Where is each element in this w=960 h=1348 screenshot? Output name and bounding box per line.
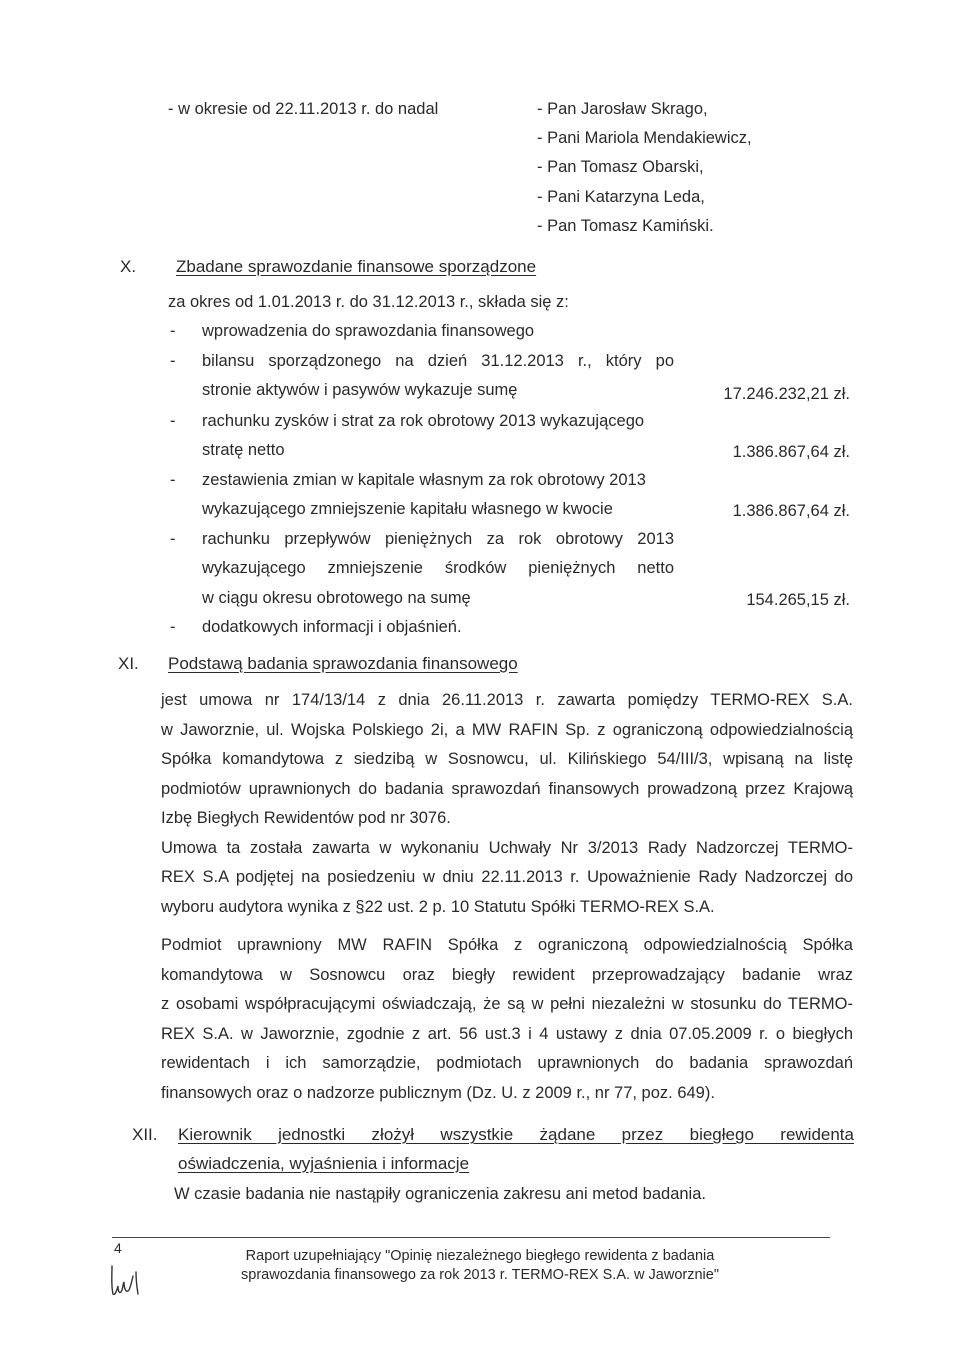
- dash: -: [170, 412, 176, 430]
- xi-p2-line-3: wyboru audytora wynika z §22 ust. 2 p. 10 Statutu Spółki TERMO-REX S.A.: [161, 898, 715, 916]
- section-xii-title-line-1: Kierownik jednostki złożył wszystkie żądane przez biegłego rewidenta: [178, 1125, 854, 1144]
- xi-p2-line-2: REX S.A podjętej na posiedzeniu w dniu 22.11.2013 r. Upoważnienie Rady Nadzorczej do: [161, 868, 853, 886]
- amount-cashflow: 154.265,15 zł.: [746, 591, 850, 609]
- item-balance-line-2: stronie aktywów i pasywów wykazuje sumę: [202, 381, 518, 399]
- xi-p3-line-1: Podmiot uprawniony MW RAFIN Spółka z ograniczoną odpowiedzialnością Spółka: [161, 936, 853, 954]
- item-pl-line-1: rachunku zysków i strat za rok obrotowy 2013 wykazującego: [202, 412, 645, 430]
- dash: -: [170, 618, 176, 636]
- item-notes: dodatkowych informacji i objaśnień.: [202, 618, 462, 636]
- xi-p2-line-1: Umowa ta została zawarta w wykonaniu Uchwały Nr 3/2013 Rady Nadzorczej TERMO-: [161, 839, 853, 857]
- section-x-intro: za okres od 1.01.2013 r. do 31.12.2013 r., składa się z:: [168, 293, 569, 311]
- item-cashflow-line-2: wykazującego zmniejszenie środków pieniężnych netto: [202, 559, 674, 577]
- xi-p1-line-1: jest umowa nr 174/13/14 z dnia 26.11.2013 r. zawarta pomiędzy TERMO-REX S.A.: [161, 691, 853, 709]
- xi-p1-line-3: Spółka komandytowa z siedzibą w Sosnowcu, ul. Kilińskiego 54/III/3, wpisaną na listę: [161, 750, 853, 768]
- xi-p3-line-2: komandytowa w Sosnowcu oraz biegły rewident przeprowadzający badanie wraz: [161, 966, 853, 984]
- xi-p3-line-6: finansowych oraz o nadzorze publicznym (Dz. U. z 2009 r., nr 77, poz. 649).: [161, 1084, 715, 1102]
- member-1: - Pan Jarosław Skrago,: [537, 100, 708, 118]
- section-xii-text: W czasie badania nie nastąpiły ograniczenia zakresu ani metod badania.: [174, 1185, 706, 1203]
- section-x-number: X.: [120, 257, 137, 276]
- period-line: - w okresie od 22.11.2013 r. do nadal: [168, 100, 439, 118]
- footer-line-2: sprawozdania finansowego za rok 2013 r. TERMO-REX S.A. w Jaworznie": [241, 1267, 719, 1283]
- member-2: - Pani Mariola Mendakiewicz,: [537, 129, 752, 147]
- xi-p3-line-4: REX S.A. w Jaworznie, zgodnie z art. 56 ust.3 i 4 ustawy z dnia 07.05.2009 r. o biegłych: [161, 1025, 853, 1043]
- xi-p3-line-3: z osobami współpracującymi oświadczają, że są w pełni niezależni w stosunku do TERMO-: [161, 995, 853, 1013]
- xi-p3-line-5: rewidentach i ich samorządzie, podmiotach uprawnionych do badania sprawozdań: [161, 1054, 853, 1072]
- member-5: - Pan Tomasz Kamiński.: [537, 217, 714, 235]
- dash: -: [170, 530, 176, 548]
- amount-net-loss: 1.386.867,64 zł.: [732, 443, 850, 461]
- section-xi-number: XI.: [118, 654, 139, 673]
- section-xii-title-line-2: oświadczenia, wyjaśnienia i informacje: [178, 1154, 470, 1173]
- xi-p1-line-4: podmiotów uprawnionych do badania sprawozdań finansowych prowadzoną przez Krajową: [161, 780, 853, 798]
- member-4: - Pani Katarzyna Leda,: [537, 188, 705, 206]
- member-3: - Pan Tomasz Obarski,: [537, 158, 704, 176]
- item-cashflow-line-1: rachunku przepływów pieniężnych za rok obrotowy 2013: [202, 530, 674, 548]
- dash: -: [170, 471, 176, 489]
- page-number: 4: [114, 1240, 122, 1256]
- section-xii-number: XII.: [132, 1125, 158, 1144]
- dash: -: [170, 352, 176, 370]
- dash: -: [170, 322, 176, 340]
- footer-rule: [112, 1237, 830, 1238]
- xi-p1-line-5: Izbę Biegłych Rewidentów pod nr 3076.: [161, 809, 451, 827]
- item-pl-line-2: stratę netto: [202, 441, 285, 459]
- item-cashflow-line-3: w ciągu okresu obrotowego na sumę: [202, 589, 471, 607]
- item-equity-line-1: zestawienia zmian w kapitale własnym za rok obrotowy 2013: [202, 471, 646, 489]
- footer-line-1: Raport uzupełniający "Opinię niezależnego biegłego rewidenta z badania: [245, 1248, 715, 1264]
- item-equity-line-2: wykazującego zmniejszenie kapitału własnego w kwocie: [202, 500, 613, 518]
- amount-balance: 17.246.232,21 zł.: [723, 385, 850, 403]
- amount-equity: 1.386.867,64 zł.: [732, 502, 850, 520]
- section-xi-title: Podstawą badania sprawozdania finansowego: [168, 654, 518, 673]
- xi-p1-line-2: w Jaworznie, ul. Wojska Polskiego 2i, a MW RAFIN Sp. z ograniczoną odpowiedzialnością: [161, 721, 853, 739]
- section-x-title: Zbadane sprawozdanie finansowe sporządzone: [176, 257, 537, 276]
- item-intro-notes: wprowadzenia do sprawozdania finansowego: [202, 322, 535, 340]
- item-balance-line-1: bilansu sporządzonego na dzień 31.12.2013 r., który po: [202, 352, 674, 370]
